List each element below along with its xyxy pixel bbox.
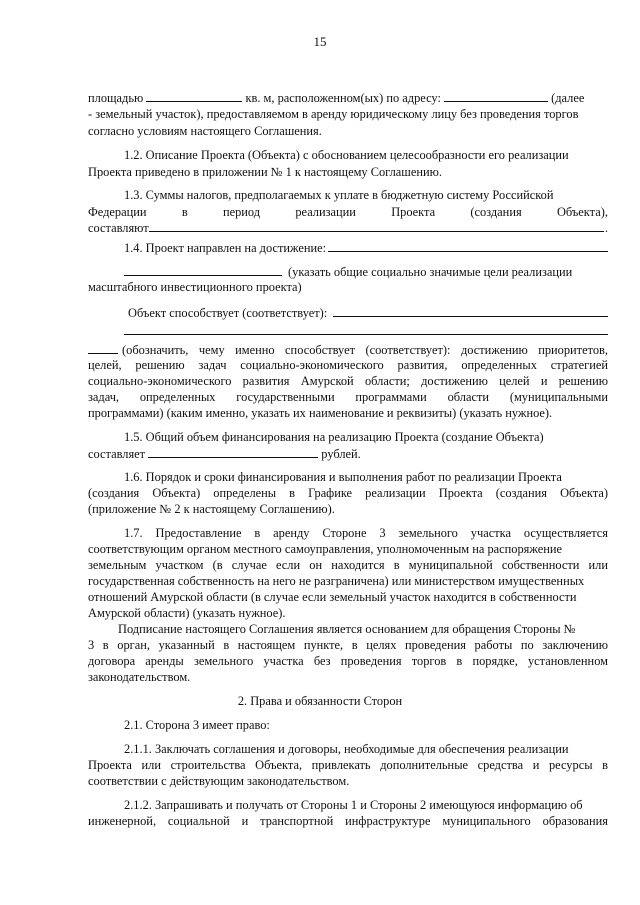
p8-line-5: отношений Амурской области (в случае если земельный участок находится в собственности — [88, 590, 577, 604]
p2-line-1: 1.2. Описание Проекта (Объекта) с обоснованием целесообразности его реализации — [124, 148, 569, 162]
p5-line-2: (обозначить, чему именно способствует (соответствует): достижению приоритетов, — [88, 342, 608, 358]
p5-line-1: Объект способствует (соответствует): — [128, 305, 608, 321]
p8-line-2: соответствующим органом местного самоуправления, уполномоченным на распоряжение — [88, 542, 563, 556]
contributes-blank-short — [88, 342, 118, 354]
p1-line-3: согласно условиям настоящего Соглашения. — [88, 124, 322, 138]
p3-line-3: составляют . — [88, 221, 608, 235]
p7-line-2: (создания Объекта) определены в Графике реализации Проекта (создания Объекта) — [88, 486, 608, 500]
p9-line-3: договора аренды земельного участка без проведения торгов в порядке, установленном — [88, 654, 608, 668]
goals-blank-2 — [124, 264, 282, 276]
p7-line-1: 1.6. Порядок и сроки финансирования и выполнения работ по реализации Проекта — [124, 470, 562, 484]
taxes-blank — [149, 220, 604, 232]
p5-line-5: задач, определенных государственными программами области (муниципальными — [88, 390, 608, 404]
clause-2-1-1-line-3: соответствии с действующим законодательством. — [88, 774, 350, 788]
section-heading: 2. Права и обязанности Сторон — [237, 694, 403, 708]
p3-line-1: 1.3. Суммы налогов, предполагаемых к уплате в бюджетную систему Российской — [124, 188, 554, 202]
p3-line-2: Федерации в период реализации Проекта (создания Объекта), — [88, 205, 608, 219]
p8-line-4: государственная собственность на него не разграничена) или министерством имущественных — [88, 574, 585, 588]
clause-2-1-1-line-1: 2.1.1. Заключать соглашения и договоры, необходимые для обеспечения реализации — [124, 742, 569, 756]
p1-line-2: - земельный участок), предоставляемом в аренду юридическому лицу без проведения торгов — [88, 107, 579, 121]
p4-line-1: 1.4. Проект направлен на достижение: — [124, 240, 608, 256]
financing-blank — [148, 446, 318, 458]
contributes-blank — [333, 305, 608, 317]
address-blank — [444, 90, 548, 102]
p4-line-2: (указать общие социально значимые цели реализации — [124, 264, 608, 280]
p5-line-6: программами) (каким именно, указать их наименование и реквизиты) (указать нужное). — [88, 406, 553, 420]
clause-2-1-2-line-1: 2.1.2. Запрашивать и получать от Стороны 1 и Стороны 2 имеющуюся информацию об — [124, 798, 583, 812]
p8-line-6: Амурской области) (указать нужное). — [88, 606, 286, 620]
p6-line-2: составляет рублей. — [88, 447, 361, 461]
p9-line-2: 3 в орган, указанный в настоящем пункте, в целях проведения работы по заключению — [88, 638, 608, 652]
clause-2-1: 2.1. Сторона 3 имеет право: — [124, 718, 270, 732]
p9-line-1: Подписание настоящего Соглашения является основанием для обращения Стороны № — [118, 622, 576, 636]
p1-line-1: площадью кв. м, расположенном(ых) по адресу: (далее — [88, 91, 585, 105]
clause-2-1-1-line-2: Проекта или строительства Объекта, привлекать дополнительные средства и ресурсы в — [88, 758, 608, 772]
p5-line-3: целей, решению задач социально-экономического развития, определенных стратегией — [88, 358, 608, 372]
page-number: 15 — [313, 34, 327, 49]
p9-line-4: законодательством. — [88, 670, 191, 684]
p7-line-3: (приложение № 2 к настоящему Соглашению). — [88, 502, 335, 516]
area-blank — [146, 90, 242, 102]
clause-2-1-2-line-2: инженерной, социальной и транспортной инфраструктуре муниципального образования — [88, 814, 608, 828]
goals-blank — [328, 240, 608, 252]
p6-line-1: 1.5. Общий объем финансирования на реализацию Проекта (создание Объекта) — [124, 430, 544, 444]
p8-line-3: земельным участком (в случае если он находится в муниципальной собственности или — [88, 558, 608, 572]
p4-line-3: масштабного инвестиционного проекта) — [88, 280, 302, 294]
p2-line-2: Проекта приведено в приложении № 1 к настоящему Соглашению. — [88, 165, 442, 179]
p5-line-4: социально-экономического развития Амурской области; достижению целей и решению — [88, 374, 608, 388]
p8-line-1: 1.7. Предоставление в аренду Стороне 3 земельного участка осуществляется — [124, 526, 608, 540]
contributes-line — [124, 334, 608, 335]
